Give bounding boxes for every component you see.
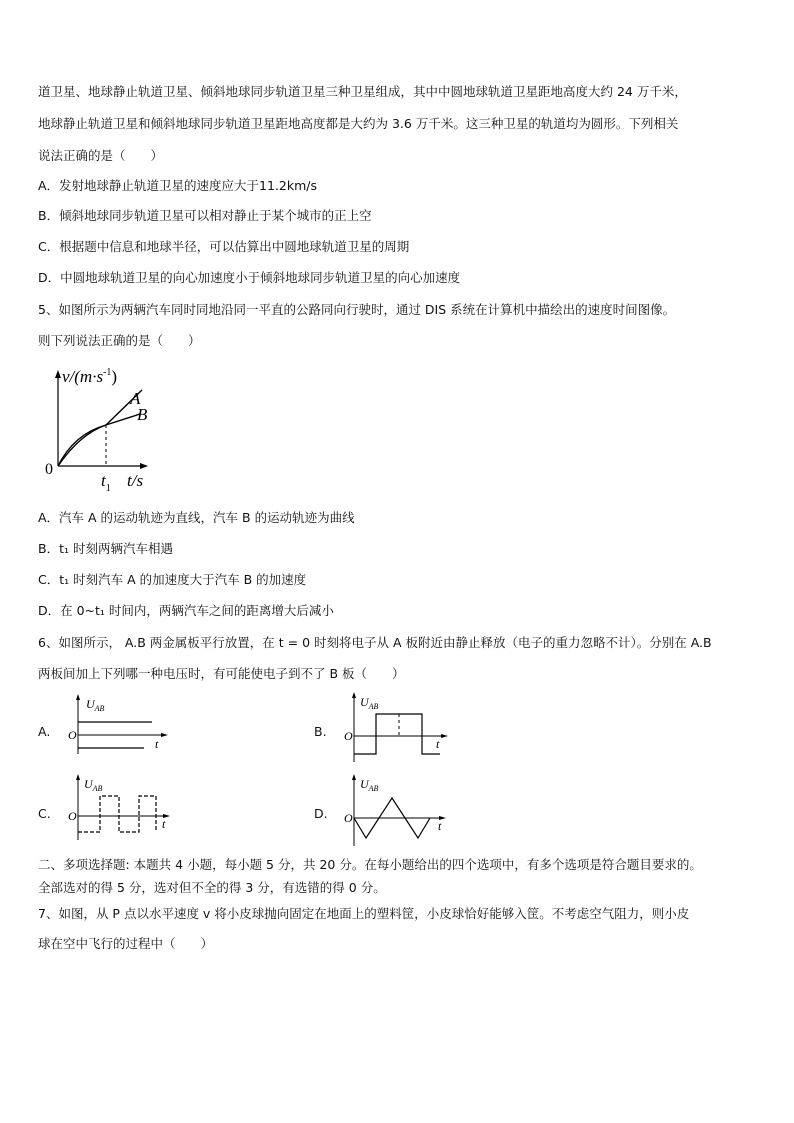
q5-option-a: A．汽车 A 的运动轨迹为直线，汽车 B 的运动轨迹为曲线 — [38, 510, 355, 525]
q5-option-d: D．在 0~t₁ 时间内，两辆汽车之间的距离增大后减小 — [38, 603, 334, 618]
q5-t1-tick-label: $t_1$ — [101, 471, 111, 494]
q5-origin-label: 0 — [45, 461, 53, 478]
q6-b-signal — [354, 714, 440, 754]
q6-stem-line-1: 6、如图所示， A.B 两金属板平行放置，在 t = 0 时刻将电子从 A 板附近由静止释放（电子的重力忽略不计）。分别在 A.B — [38, 635, 712, 650]
svg-text:O: O — [68, 809, 77, 823]
q7-stem-line-1: 7、如图，从 P 点以水平速度 v 将小皮球抛向固定在地面上的塑料筐，小皮球恰好能够入筐。不考虑空气阻力，则小皮 — [38, 906, 690, 921]
q5-y-axis-label: $v/(m\cdot s^{-1})$ — [62, 367, 118, 386]
q4-option-c: C．根据题中信息和地球半径，可以估算出中圆地球轨道卫星的周期 — [38, 239, 410, 254]
q4-option-a: A．发射地球静止轨道卫星的速度应大于11.2km/s — [38, 178, 318, 193]
svg-text:UAB: $U_{AB}$ — [86, 697, 105, 713]
q5-stem-line-2: 则下列说法正确的是（ ） — [38, 333, 201, 348]
q6-option-a-graph — [64, 692, 174, 762]
q6-option-d-graph — [340, 772, 452, 850]
q6-option-a-letter: A. — [38, 724, 51, 739]
q4-option-d: D．中圆地球轨道卫星的向心加速度小于倾斜地球同步轨道卫星的向心加速度 — [38, 270, 461, 285]
section2-header-line-2: 全部选对的得 5 分，选对但不全的得 3 分，有选错的得 0 分。 — [38, 880, 386, 895]
q6-option-b-letter: B. — [314, 724, 327, 739]
svg-text:t: t — [436, 737, 440, 751]
q6-stem-line-2: 两板间加上下列哪一种电压时，有可能使电子到不了 B 板（ ） — [38, 666, 405, 681]
q6-option-b-graph — [340, 690, 452, 766]
svg-text:UAB: $U_{AB}$ — [360, 695, 379, 711]
svg-text:O: O — [344, 811, 353, 825]
q6-c-signal — [78, 796, 156, 832]
q5-velocity-time-graph — [40, 362, 170, 494]
q5-curve-a-label: A — [130, 389, 141, 408]
svg-text:t: t — [438, 819, 442, 833]
svg-text:O: O — [68, 728, 77, 742]
q4-stem-line-1: 道卫星、地球静止轨道卫星、倾斜地球同步轨道卫星三种卫星组成，其中中圆地球轨道卫星距地高度大约 24 万千米， — [38, 84, 687, 99]
q6-option-c-letter: C. — [38, 806, 51, 821]
svg-text:t: t — [162, 817, 166, 831]
q5-x-axis-label: t/s — [127, 471, 144, 490]
svg-text:O: O — [344, 729, 353, 743]
q5-option-c: C．t₁ 时刻汽车 A 的加速度大于汽车 B 的加速度 — [38, 572, 307, 587]
q4-option-b: B．倾斜地球同步轨道卫星可以相对静止于某个城市的正上空 — [38, 208, 372, 223]
q6-option-c-graph — [64, 772, 178, 844]
q5-curve-b-label: B — [137, 405, 148, 424]
svg-text:UAB: $U_{AB}$ — [360, 777, 379, 793]
q5-y-axis-arrow — [55, 370, 61, 378]
q5-option-b: B．t₁ 时刻两辆汽车相遇 — [38, 541, 173, 556]
q6-option-d-letter: D. — [314, 806, 328, 821]
q5-x-axis-arrow — [140, 463, 148, 469]
q4-stem-line-3: 说法正确的是（ ） — [38, 148, 164, 163]
q5-curve-b — [58, 414, 140, 466]
q5-stem-line-1: 5、如图所示为两辆汽车同时同地沿同一平直的公路同向行驶时，通过 DIS 系统在计算机中描绘出的速度时间图像。 — [38, 302, 676, 317]
svg-text:UAB: $U_{AB}$ — [84, 777, 103, 793]
svg-text:t: t — [155, 737, 159, 751]
q4-stem-line-2: 地球静止轨道卫星和倾斜地球同步轨道卫星距地高度都是大约为 3.6 万千米。这三种卫星的轨道均为圆形。下列相关 — [38, 116, 679, 131]
section2-header-line-1: 二、多项选择题: 本题共 4 小题，每小题 5 分，共 20 分。在每小题给出的四个选项中，有多个选项是符合题目要求的。 — [38, 857, 702, 872]
q7-stem-line-2: 球在空中飞行的过程中（ ） — [38, 936, 214, 951]
